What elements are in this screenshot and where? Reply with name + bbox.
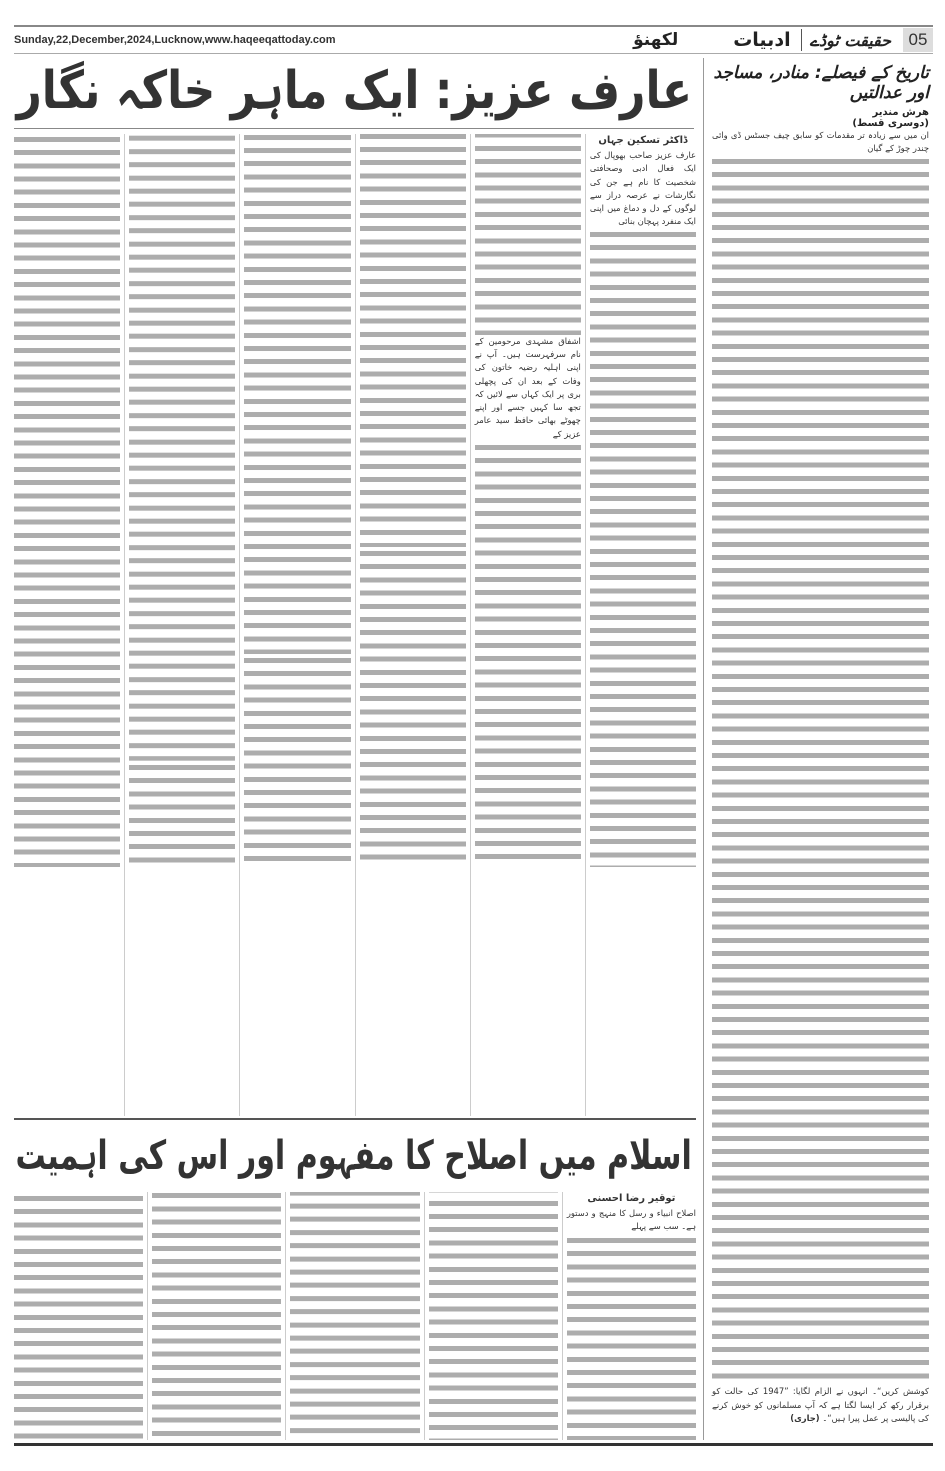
dateline: Sunday,22,December,2024,Lucknow,www.haqeeqattoday.com <box>14 34 336 46</box>
sidebar-title: تاریخ کے فیصلے: منادر، مساجد اور عدالتیں <box>713 63 929 103</box>
sidebar-article <box>703 58 933 1440</box>
bottom-headline: اسلام میں اصلاح کا مفہوم اور اس کی اہمیت <box>15 1133 693 1179</box>
headline-rule <box>14 128 694 129</box>
bottom-headline-box <box>14 1122 694 1190</box>
sidebar-closing: کوشش کریں“۔ انہوں نے الزام لگایا: ”1947 کی حالت کو برقرار رکھ کر ایسا لگتا ہے کہ آپ مسلمانوں کو خوش کرنے کی پالیسی پر عمل پیرا ہیں“۔ <box>712 1386 929 1423</box>
main-headline: عارف عزیز: ایک ماہر خاکہ نگار <box>16 61 692 121</box>
continued-label: (جاری) <box>790 1412 820 1423</box>
section-label: ادبیات <box>733 29 791 51</box>
divider <box>801 29 802 51</box>
header-rule <box>14 53 933 54</box>
newspaper-logo: حقیقت ٹوڈے <box>809 30 891 50</box>
bottom-author: توقیر رضا احسنی <box>587 1193 676 1204</box>
page-header <box>14 28 933 52</box>
sidebar-paragraph: ان میں سے زیادہ تر مقدمات کو سابق چیف جسٹس ڈی وائی چندر چوڑ کے گیان <box>712 130 929 154</box>
top-rule <box>14 25 933 27</box>
section-rule <box>14 1118 696 1120</box>
footer-rule <box>14 1443 933 1446</box>
bottom-article-body <box>14 1192 696 1440</box>
sidebar-author: هرش مندیر <box>872 107 929 118</box>
page-number: 05 <box>903 28 933 52</box>
bottom-paragraph: اصلاح انبیاء و رسل کا منہج و دستور ہے۔ سب سے پہلے <box>566 1208 696 1232</box>
sidebar-part: (دوسری قسط) <box>852 118 929 129</box>
main-paragraph: اشفاق مشہدی مرحومین کے نام سرفہرست ہیں۔ آپ نے اپنی اہلیہ رضیہ خاتون کی وفات کے بعد ان کی پچھلی بری پر ایک کہاں سے لائیں کہ تجھ سا کہیں جسے اور اپنے چھوٹے بھائی حافظ سید عامر عزیز کے <box>474 336 581 439</box>
sidebar-paragraph <box>712 1385 929 1425</box>
text-lines <box>712 155 929 1385</box>
main-article-body <box>14 134 696 1116</box>
main-paragraph: عارف عزیز صاحب بھوپال کی ایک فعال ادبی وصحافتی شخصیت کا نام ہے جن کی نگارشات نے عرصہ دراز سے لوگوں کے دل و دماغ میں اپنی ایک منفرد پہچان بنائی <box>589 150 696 227</box>
main-author: ڈاکٹر تسکین جہاں <box>598 135 688 146</box>
main-headline-box <box>14 56 694 126</box>
city-label: لکھنؤ <box>633 30 679 50</box>
